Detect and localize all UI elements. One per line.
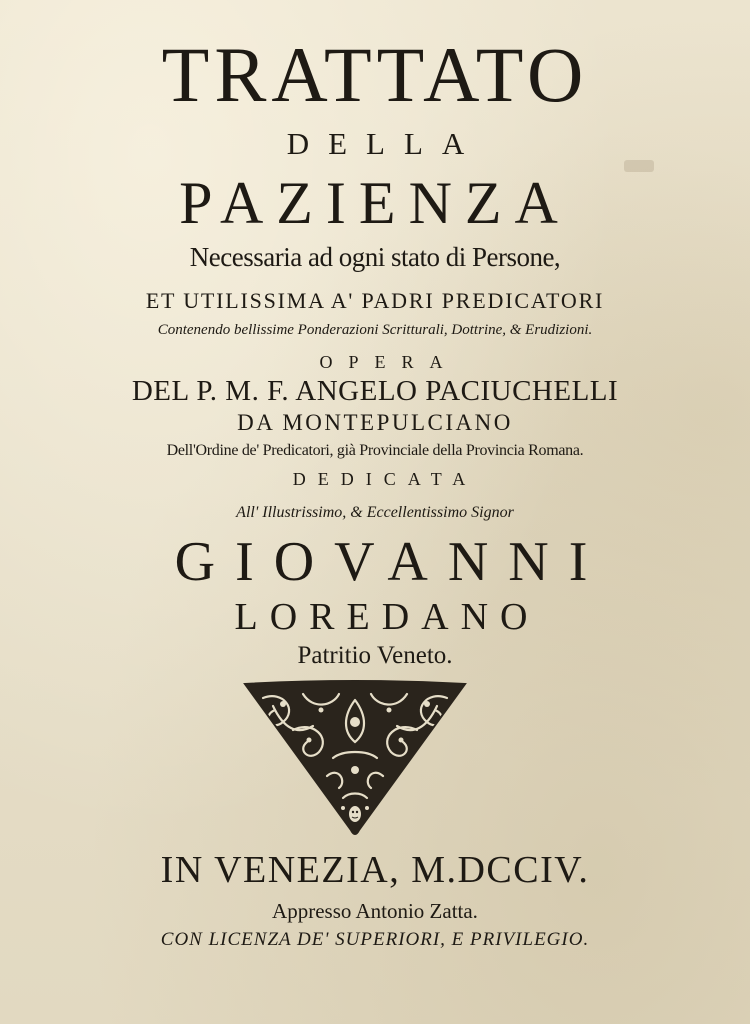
subtitle: Necessaria ad ogni stato di Persone,	[189, 242, 561, 272]
author-place: DA MONTEPULCIANO	[237, 410, 513, 435]
author-name: DEL P. M. F. ANGELO PACIUCHELLI	[131, 375, 619, 407]
dedicatee-title: Patritio Veneto.	[297, 642, 453, 669]
floral-woodcut-ornament-icon	[243, 680, 467, 840]
dedicatee-honorific: All' Illustrissimo, & Eccellentissimo Signor	[236, 504, 514, 521]
author-order: Dell'Ordine de' Predicatori, già Provinciale della Provincia Romana.	[166, 442, 584, 459]
dedicatee-last-name: LOREDANO	[234, 596, 540, 638]
dedicata-label: DEDICATA	[292, 469, 478, 489]
publisher-line: Appresso Antonio Zatta.	[272, 899, 478, 923]
audience-line: ET UTILISSIMA A' PADRI PREDICATORI	[145, 288, 605, 313]
imprint-place-date: IN VENEZIA, M.DCCIV.	[160, 849, 590, 891]
title-pazienza: PAZIENZA	[179, 170, 571, 236]
license-line: CON LICENZA DE' SUPERIORI, E PRIVILEGIO.	[160, 929, 590, 950]
dedicatee-first-name: GIOVANNI	[174, 531, 608, 593]
opera-label: OPERA	[319, 352, 459, 372]
title-trattato: TRATTATO	[161, 31, 589, 118]
title-della: DELLA	[286, 126, 484, 161]
contents-description: Contenendo bellissime Ponderazioni Scritturali, Dottrine, & Erudizioni.	[157, 322, 593, 338]
